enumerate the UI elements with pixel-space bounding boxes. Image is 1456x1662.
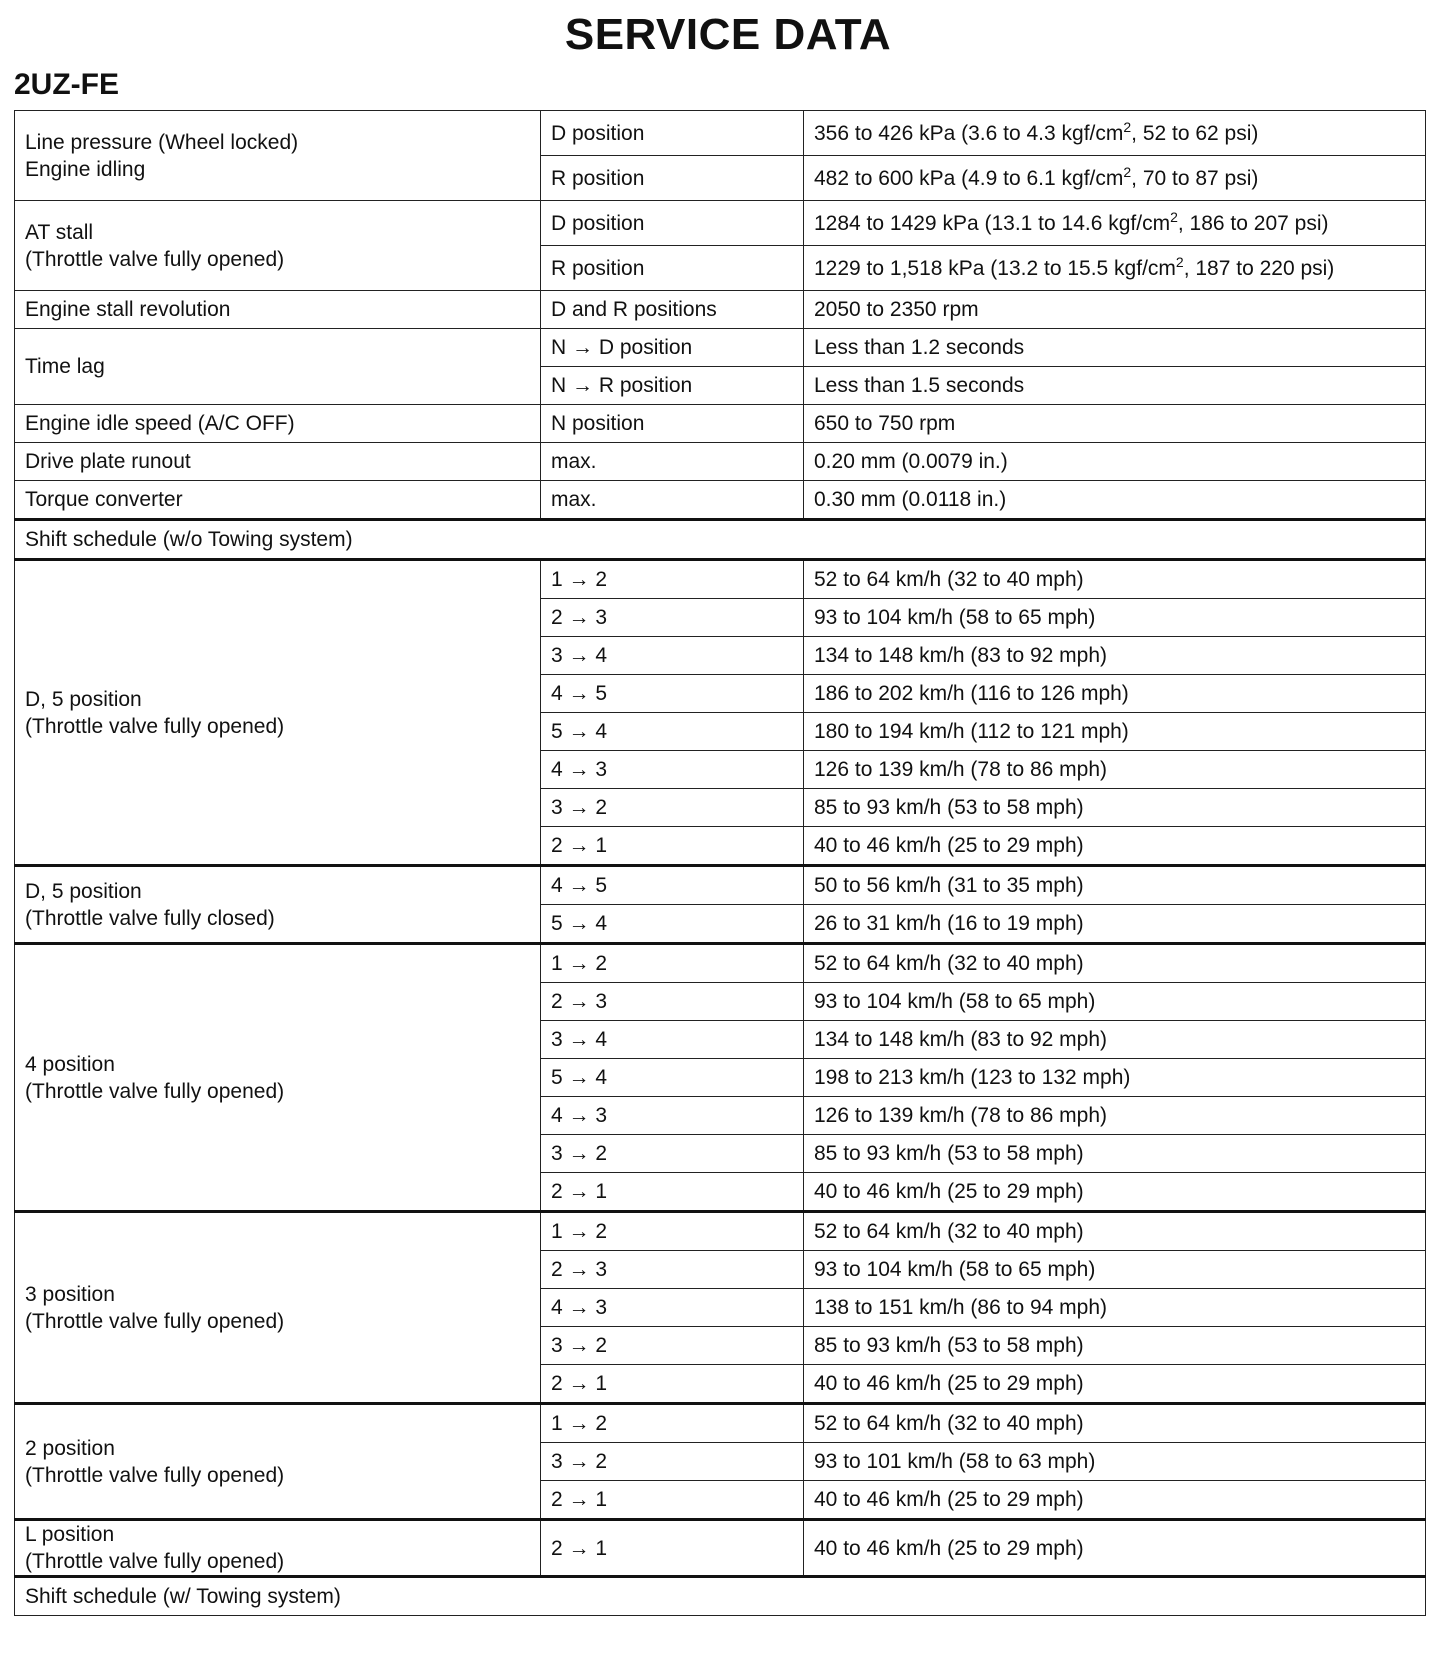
shift-cell: 5 → 4 — [541, 713, 804, 751]
shift-cell: 3 → 2 — [541, 1327, 804, 1365]
table-row — [15, 443, 1426, 481]
speed-cell: 40 to 46 km/h (25 to 29 mph) — [804, 1520, 1426, 1577]
shift-cell: 4 → 3 — [541, 1289, 804, 1327]
shift-schedule-heading: Shift schedule (w/o Towing system) — [15, 520, 1426, 560]
value-cell: 1284 to 1429 kPa (13.1 to 14.6 kgf/$cm^2$, 186 to 207 psi) — [804, 201, 1426, 246]
table-row — [15, 1520, 1426, 1577]
spec-label: Engine idle speed (A/C OFF) — [15, 405, 541, 443]
shift-cell: 1 → 2 — [541, 944, 804, 983]
label-line: (Throttle valve fully opened) — [25, 1550, 285, 1573]
shift-cell: 5 → 4 — [541, 905, 804, 944]
label-line: (Throttle valve fully opened) — [25, 1463, 285, 1487]
shift-cell: 2 → 1 — [541, 1481, 804, 1520]
speed-cell: 52 to 64 km/h (32 to 40 mph) — [804, 1212, 1426, 1251]
table-row — [15, 329, 1426, 367]
speed-cell: 134 to 148 km/h (83 to 92 mph) — [804, 637, 1426, 675]
label-line: D, 5 position — [25, 687, 142, 711]
condition-cell: N → R position — [541, 367, 804, 405]
value-cell: 0.30 mm (0.0118 in.) — [804, 481, 1426, 520]
table-row — [15, 560, 1426, 599]
speed-cell: 186 to 202 km/h (116 to 126 mph) — [804, 675, 1426, 713]
table-row — [15, 405, 1426, 443]
shift-group-label — [15, 560, 541, 866]
shift-cell: 3 → 2 — [541, 1443, 804, 1481]
speed-cell: 126 to 139 km/h (78 to 86 mph) — [804, 751, 1426, 789]
speed-cell: 40 to 46 km/h (25 to 29 mph) — [804, 827, 1426, 866]
spec-label — [15, 111, 541, 201]
label-line: 4 position — [25, 1052, 115, 1076]
shift-cell: 2 → 3 — [541, 1251, 804, 1289]
shift-cell: 3 → 4 — [541, 1021, 804, 1059]
table-row — [15, 1404, 1426, 1443]
label-line: (Throttle valve fully opened) — [25, 247, 285, 271]
condition-cell: D position — [541, 201, 804, 246]
value-cell: Less than 1.5 seconds — [804, 367, 1426, 405]
speed-cell: 134 to 148 km/h (83 to 92 mph) — [804, 1021, 1426, 1059]
table-row — [15, 944, 1426, 983]
table-row — [15, 111, 1426, 156]
speed-cell: 93 to 104 km/h (58 to 65 mph) — [804, 1251, 1426, 1289]
shift-cell: 2 → 3 — [541, 599, 804, 637]
speed-cell: 26 to 31 km/h (16 to 19 mph) — [804, 905, 1426, 944]
condition-cell: R position — [541, 246, 804, 291]
shift-group-label — [15, 866, 541, 944]
speed-cell: 93 to 104 km/h (58 to 65 mph) — [804, 983, 1426, 1021]
spec-label — [15, 201, 541, 291]
speed-cell: 50 to 56 km/h (31 to 35 mph) — [804, 866, 1426, 905]
shift-cell: 3 → 2 — [541, 789, 804, 827]
value-cell: 650 to 750 rpm — [804, 405, 1426, 443]
label-line: 2 position — [25, 1436, 115, 1460]
speed-cell: 40 to 46 km/h (25 to 29 mph) — [804, 1481, 1426, 1520]
speed-cell: 52 to 64 km/h (32 to 40 mph) — [804, 944, 1426, 983]
label-line: 3 position — [25, 1282, 115, 1306]
shift-cell: 2 → 1 — [541, 1365, 804, 1404]
shift-group-label — [15, 944, 541, 1212]
label-line: Line pressure (Wheel locked) — [25, 130, 299, 154]
value-cell: 0.20 mm (0.0079 in.) — [804, 443, 1426, 481]
section-title: 2UZ-FE — [14, 68, 119, 101]
table-row — [15, 201, 1426, 246]
shift-cell: 2 → 1 — [541, 827, 804, 866]
speed-cell: 40 to 46 km/h (25 to 29 mph) — [804, 1365, 1426, 1404]
condition-cell: N → D position — [541, 329, 804, 367]
shift-cell: 3 → 4 — [541, 637, 804, 675]
condition-cell: D position — [541, 111, 804, 156]
label-line: (Throttle valve fully opened) — [25, 1309, 285, 1333]
shift-cell: 1 → 2 — [541, 560, 804, 599]
value-cell: 482 to 600 kPa (4.9 to 6.1 kgf/$cm^2$, 70 to 87 psi) — [804, 156, 1426, 201]
shift-cell: 2 → 1 — [541, 1520, 804, 1577]
service-data-table — [14, 110, 1426, 1616]
spec-label: Torque converter — [15, 481, 541, 520]
shift-cell: 4 → 5 — [541, 675, 804, 713]
speed-cell: 93 to 104 km/h (58 to 65 mph) — [804, 599, 1426, 637]
label-line: L position — [25, 1523, 115, 1546]
shift-cell: 4 → 3 — [541, 751, 804, 789]
value-cell: 356 to 426 kPa (3.6 to 4.3 kgf/$cm^2$, 52 to 62 psi) — [804, 111, 1426, 156]
speed-cell: 85 to 93 km/h (53 to 58 mph) — [804, 1327, 1426, 1365]
shift-schedule-towing-heading: Shift schedule (w/ Towing system) — [15, 1577, 1426, 1616]
speed-cell: 85 to 93 km/h (53 to 58 mph) — [804, 1135, 1426, 1173]
speed-cell: 93 to 101 km/h (58 to 63 mph) — [804, 1443, 1426, 1481]
condition-cell: N position — [541, 405, 804, 443]
shift-cell: 3 → 2 — [541, 1135, 804, 1173]
condition-cell: R position — [541, 156, 804, 201]
speed-cell: 126 to 139 km/h (78 to 86 mph) — [804, 1097, 1426, 1135]
condition-cell: max. — [541, 443, 804, 481]
shift-schedule-groups — [15, 560, 1426, 1577]
speed-cell: 40 to 46 km/h (25 to 29 mph) — [804, 1173, 1426, 1212]
speed-cell: 52 to 64 km/h (32 to 40 mph) — [804, 560, 1426, 599]
label-line: D, 5 position — [25, 879, 142, 903]
table-row — [15, 1212, 1426, 1251]
speed-cell: 85 to 93 km/h (53 to 58 mph) — [804, 789, 1426, 827]
speed-cell: 180 to 194 km/h (112 to 121 mph) — [804, 713, 1426, 751]
table-row — [15, 1577, 1426, 1616]
shift-cell: 1 → 2 — [541, 1404, 804, 1443]
table-row — [15, 520, 1426, 560]
shift-cell: 4 → 3 — [541, 1097, 804, 1135]
shift-cell: 4 → 5 — [541, 866, 804, 905]
value-cell: 2050 to 2350 rpm — [804, 291, 1426, 329]
table-row — [15, 481, 1426, 520]
shift-group-label — [15, 1212, 541, 1404]
label-line: Engine idling — [25, 157, 146, 181]
spec-label: Engine stall revolution — [15, 291, 541, 329]
shift-group-label — [15, 1520, 541, 1577]
speed-cell: 198 to 213 km/h (123 to 132 mph) — [804, 1059, 1426, 1097]
spec-label: Time lag — [15, 329, 541, 405]
spec-label: Drive plate runout — [15, 443, 541, 481]
table-row — [15, 291, 1426, 329]
shift-cell: 2 → 3 — [541, 983, 804, 1021]
shift-group-label — [15, 1404, 541, 1520]
label-line: (Throttle valve fully closed) — [25, 906, 275, 930]
shift-cell: 2 → 1 — [541, 1173, 804, 1212]
value-cell: 1229 to 1,518 kPa (13.2 to 15.5 kgf/$cm^2$, 187 to 220 psi) — [804, 246, 1426, 291]
shift-cell: 5 → 4 — [541, 1059, 804, 1097]
condition-cell: D and R positions — [541, 291, 804, 329]
table-row — [15, 866, 1426, 905]
speed-cell: 52 to 64 km/h (32 to 40 mph) — [804, 1404, 1426, 1443]
shift-cell: 1 → 2 — [541, 1212, 804, 1251]
page-title: SERVICE DATA — [564, 10, 892, 59]
speed-cell: 138 to 151 km/h (86 to 94 mph) — [804, 1289, 1426, 1327]
label-line: (Throttle valve fully opened) — [25, 714, 285, 738]
value-cell: Less than 1.2 seconds — [804, 329, 1426, 367]
condition-cell: max. — [541, 481, 804, 520]
label-line: AT stall — [25, 220, 94, 244]
label-line: (Throttle valve fully opened) — [25, 1079, 285, 1103]
